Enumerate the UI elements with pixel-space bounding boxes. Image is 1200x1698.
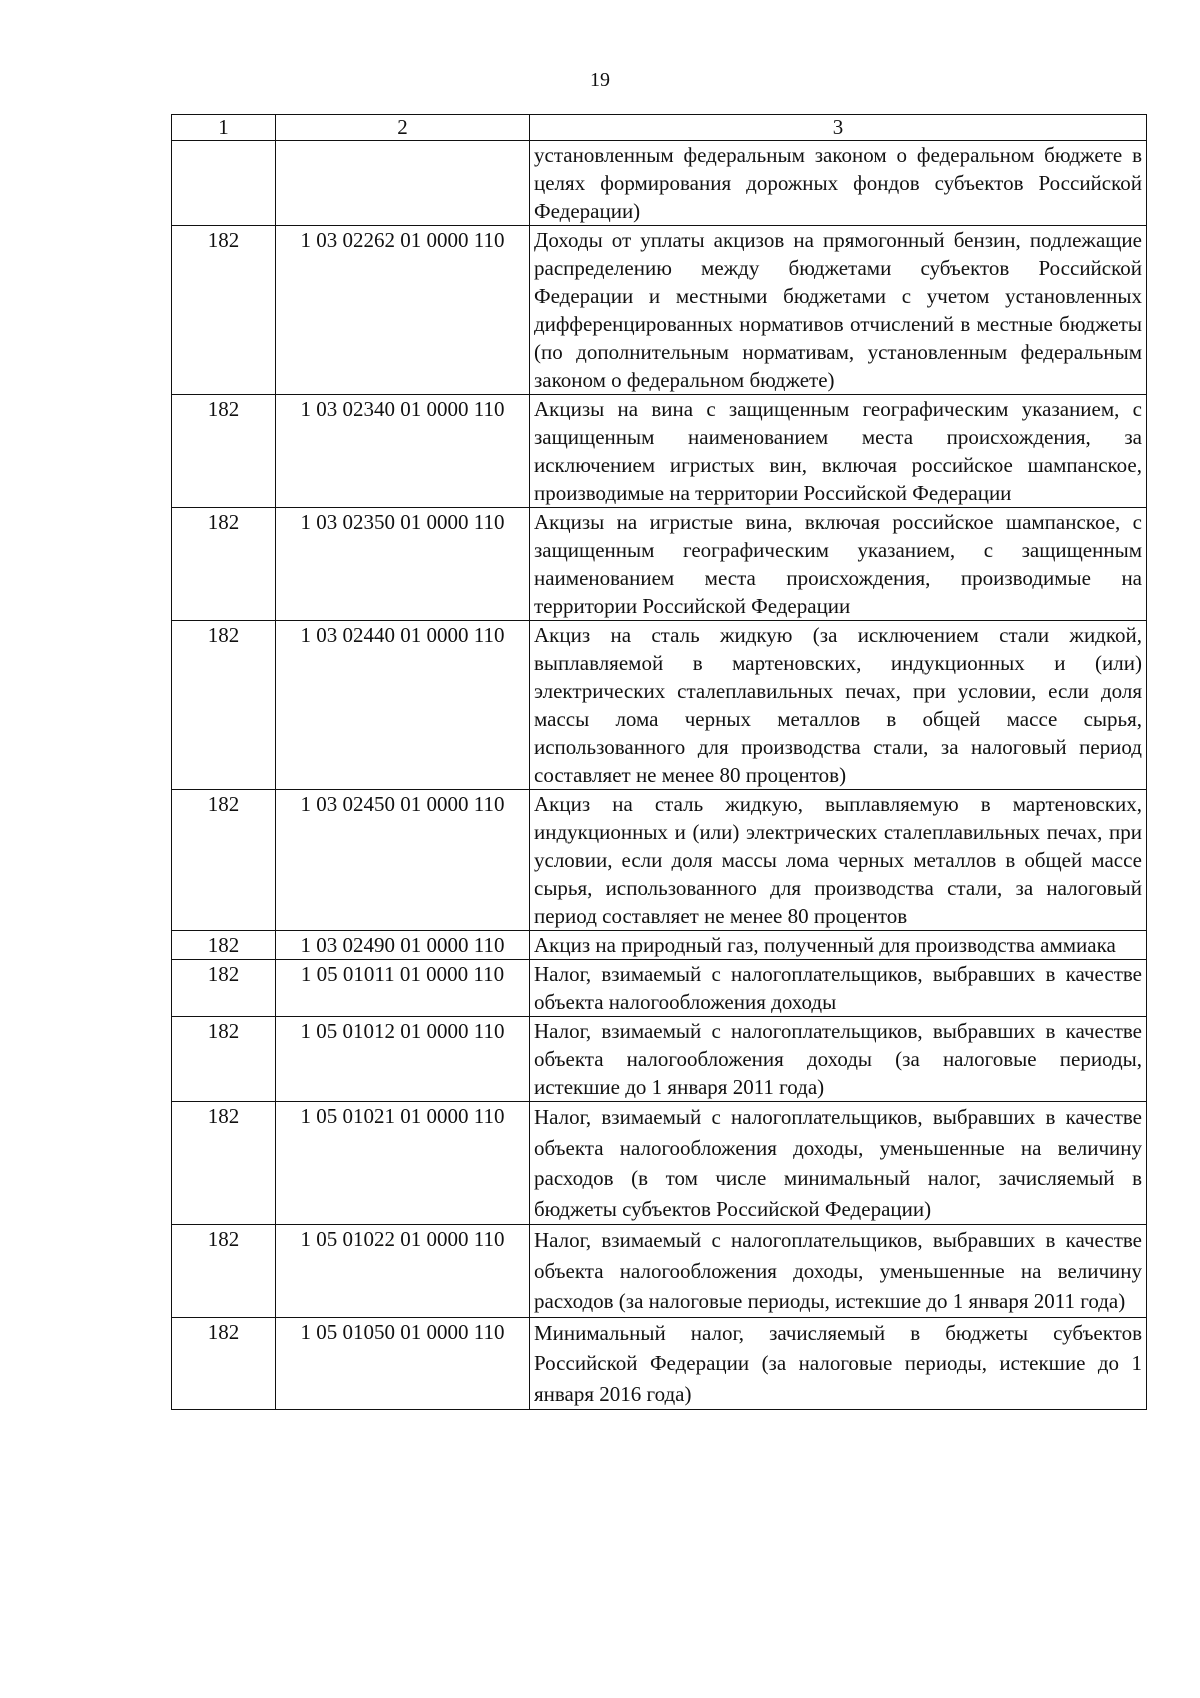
revenue-name-cell: Акциз на сталь жидкую (за исключением стали жидкой, выплавляемой в мартеновских, индукционных и (или) электрических сталеплавильных печах, при условии, если доля массы лома черных металлов в общей массе сырья, использованного для производства стали, за налоговый период составляет не менее 80 процентов) xyxy=(530,621,1147,790)
revenue-name-cell: Акцизы на вина с защищенным географическим указанием, с защищенным наименованием места происхождения, за исключением игристых вин, включая российское шампанское, производимые на территории Российской Федерации xyxy=(530,395,1147,508)
table-row xyxy=(172,1017,1147,1102)
revenue-code-cell: 1 03 02450 01 0000 110 xyxy=(276,790,530,931)
revenue-code-cell: 1 05 01022 01 0000 110 xyxy=(276,1225,530,1318)
header-col-1: 1 xyxy=(172,115,276,141)
revenue-name-cell: Доходы от уплаты акцизов на прямогонный бензин, подлежащие распределению между бюджетами субъектов Российской Федерации и местными бюджетами с учетом установленных дифференцированных нормативов отчислений в местные бюджеты (по дополнительным нормативам, установленным федеральным законом о федеральном бюджете) xyxy=(530,226,1147,395)
table-row xyxy=(172,621,1147,790)
admin-code-cell: 182 xyxy=(172,226,276,395)
admin-code-cell: 182 xyxy=(172,931,276,960)
table-row xyxy=(172,508,1147,621)
page-number: 19 xyxy=(590,69,610,91)
admin-code-cell: 182 xyxy=(172,790,276,931)
table-row xyxy=(172,960,1147,1017)
admin-code-cell: 182 xyxy=(172,1225,276,1318)
table-row xyxy=(172,395,1147,508)
revenue-name-cell: Налог, взимаемый с налогоплательщиков, выбравших в качестве объекта налогообложения доходы (за налоговые периоды, истекшие до 1 января 2011 года) xyxy=(530,1017,1147,1102)
admin-code-cell: 182 xyxy=(172,508,276,621)
admin-code-cell: 182 xyxy=(172,395,276,508)
table-row xyxy=(172,931,1147,960)
table-row xyxy=(172,1225,1147,1318)
revenue-name-cell: установленным федеральным законом о федеральном бюджете в целях формирования дорожных фондов субъектов Российской Федерации) xyxy=(530,141,1147,226)
revenue-code-cell: 1 05 01021 01 0000 110 xyxy=(276,1102,530,1225)
revenue-code-cell: 1 05 01011 01 0000 110 xyxy=(276,960,530,1017)
admin-code-cell: 182 xyxy=(172,1102,276,1225)
revenue-code-cell xyxy=(276,141,530,226)
revenue-code-cell: 1 03 02350 01 0000 110 xyxy=(276,508,530,621)
revenue-code-cell: 1 03 02490 01 0000 110 xyxy=(276,931,530,960)
revenue-codes-table xyxy=(171,114,1147,1410)
admin-code-cell: 182 xyxy=(172,1017,276,1102)
revenue-code-cell: 1 05 01050 01 0000 110 xyxy=(276,1317,530,1410)
revenue-code-cell: 1 05 01012 01 0000 110 xyxy=(276,1017,530,1102)
revenue-code-cell: 1 03 02262 01 0000 110 xyxy=(276,226,530,395)
admin-code-cell: 182 xyxy=(172,1317,276,1410)
table-row xyxy=(172,1102,1147,1225)
admin-code-cell xyxy=(172,141,276,226)
revenue-name-cell: Налог, взимаемый с налогоплательщиков, выбравших в качестве объекта налогообложения доходы xyxy=(530,960,1147,1017)
admin-code-cell: 182 xyxy=(172,960,276,1017)
table-row xyxy=(172,790,1147,931)
revenue-name-cell: Налог, взимаемый с налогоплательщиков, выбравших в качестве объекта налогообложения доходы, уменьшенные на величину расходов (в том числе минимальный налог, зачисляемый в бюджеты субъектов Российской Федерации) xyxy=(530,1102,1147,1225)
table-row xyxy=(172,226,1147,395)
table-row xyxy=(172,141,1147,226)
revenue-name-cell: Налог, взимаемый с налогоплательщиков, выбравших в качестве объекта налогообложения доходы, уменьшенные на величину расходов (за налоговые периоды, истекшие до 1 января 2011 года) xyxy=(530,1225,1147,1318)
table-row xyxy=(172,1317,1147,1410)
header-col-2: 2 xyxy=(276,115,530,141)
revenue-code-cell: 1 03 02340 01 0000 110 xyxy=(276,395,530,508)
revenue-code-cell: 1 03 02440 01 0000 110 xyxy=(276,621,530,790)
revenue-name-cell: Акциз на природный газ, полученный для производства аммиака xyxy=(530,931,1147,960)
table-header-row xyxy=(172,115,1147,141)
header-col-3: 3 xyxy=(530,115,1147,141)
revenue-name-cell: Минимальный налог, зачисляемый в бюджеты субъектов Российской Федерации (за налоговые периоды, истекшие до 1 января 2016 года) xyxy=(530,1317,1147,1410)
admin-code-cell: 182 xyxy=(172,621,276,790)
revenue-name-cell: Акциз на сталь жидкую, выплавляемую в мартеновских, индукционных и (или) электрических сталеплавильных печах, при условии, если доля массы лома черных металлов в общей массе сырья, использованного для производства стали, за налоговый период составляет не менее 80 процентов xyxy=(530,790,1147,931)
revenue-name-cell: Акцизы на игристые вина, включая российское шампанское, с защищенным географическим указанием, с защищенным наименованием места происхождения, производимые на территории Российской Федерации xyxy=(530,508,1147,621)
